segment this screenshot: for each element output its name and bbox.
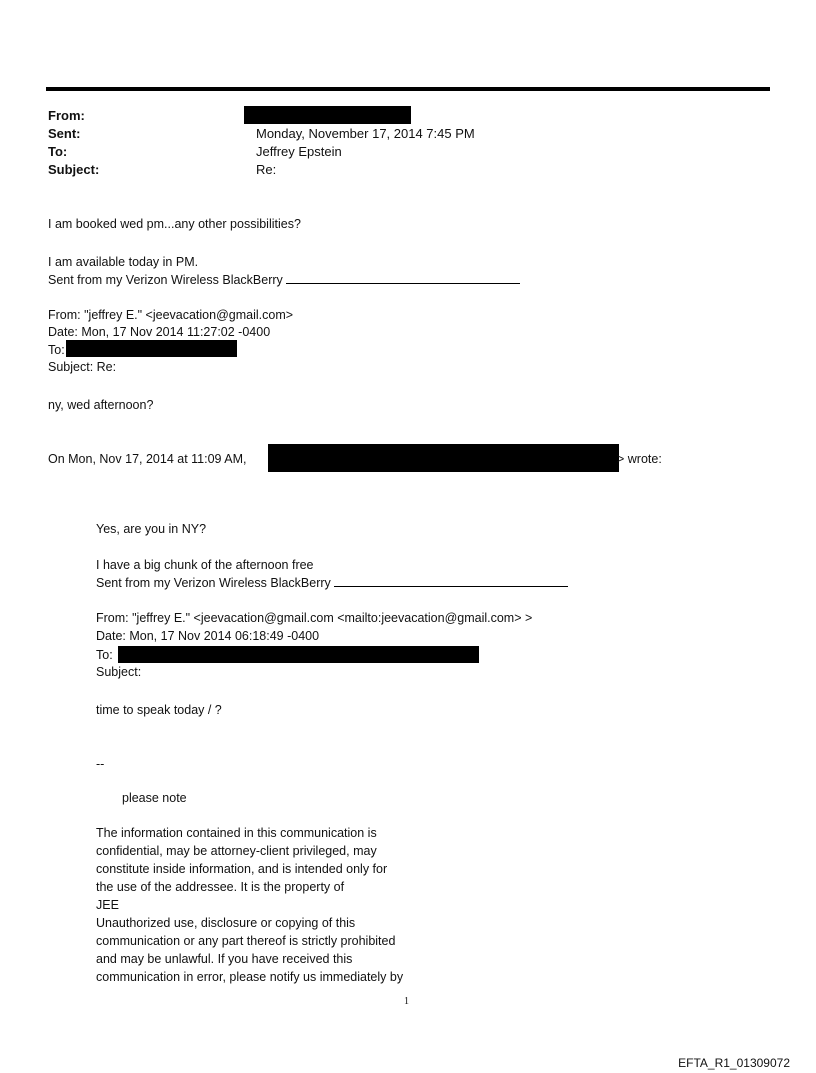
disclaimer-line-1: The information contained in this communication is bbox=[96, 826, 377, 840]
disclaimer-line-8: and may be unlawful. If you have received this bbox=[96, 952, 353, 966]
quoted1-on-line-suffix: > wrote: bbox=[617, 452, 662, 466]
page-number: 1 bbox=[404, 996, 409, 1007]
redaction-from bbox=[244, 106, 411, 124]
redaction-to-1 bbox=[66, 340, 237, 357]
disclaimer-line-3: constitute inside information, and is intended only for bbox=[96, 862, 388, 876]
quoted2-to: To: bbox=[96, 648, 113, 662]
quoted1-message: ny, wed afternoon? bbox=[48, 398, 154, 412]
to-value: Jeffrey Epstein bbox=[256, 144, 342, 159]
disclaimer-line-4: the use of the addressee. It is the property of bbox=[96, 880, 345, 894]
disclaimer-line-5: JEE bbox=[96, 898, 119, 912]
header-rule bbox=[46, 87, 770, 91]
quoted1-on-line-prefix: On Mon, Nov 17, 2014 at 11:09 AM, bbox=[48, 452, 247, 466]
disclaimer-line-2: confidential, may be attorney-client privileged, may bbox=[96, 844, 377, 858]
subject-value: Re: bbox=[256, 162, 277, 177]
quoted1-date: Date: Mon, 17 Nov 2014 11:27:02 -0400 bbox=[48, 325, 271, 339]
quoted2-line-1: Yes, are you in NY? bbox=[96, 522, 207, 536]
redaction-to-2 bbox=[118, 646, 479, 663]
please-note: please note bbox=[122, 791, 187, 805]
quoted1-to: To: bbox=[48, 343, 65, 357]
to-label: To: bbox=[48, 144, 68, 159]
from-label: From: bbox=[48, 108, 85, 123]
redaction-wrote bbox=[268, 444, 619, 472]
disclaimer-line-9: communication in error, please notify us immediately by bbox=[96, 970, 404, 984]
subject-label: Subject: bbox=[48, 162, 100, 177]
body-line-2: I am available today in PM. bbox=[48, 255, 199, 269]
quoted2-line-3-text: Sent from my Verizon Wireless BlackBerry bbox=[96, 576, 331, 590]
quoted2-from: From: "jeffrey E." <jeevacation@gmail.com <mailto:jeevacation@gmail.com> > bbox=[96, 611, 533, 625]
disclaimer-line-7: communication or any part thereof is strictly prohibited bbox=[96, 934, 396, 948]
quoted2-line-2: I have a big chunk of the afternoon free bbox=[96, 558, 314, 572]
signature-separator: -- bbox=[96, 757, 105, 771]
quoted1-from: From: "jeffrey E." <jeevacation@gmail.com> bbox=[48, 308, 294, 322]
quoted1-subject: Subject: Re: bbox=[48, 360, 117, 374]
separator-line-2 bbox=[334, 574, 568, 587]
sent-label: Sent: bbox=[48, 126, 81, 141]
separator-line bbox=[286, 271, 520, 284]
body-line-3 bbox=[48, 271, 520, 289]
quoted2-line-3 bbox=[96, 574, 568, 592]
quoted2-date: Date: Mon, 17 Nov 2014 06:18:49 -0400 bbox=[96, 629, 320, 643]
quoted2-message: time to speak today / ? bbox=[96, 703, 222, 717]
body-line-1: I am booked wed pm...any other possibilities? bbox=[48, 217, 301, 231]
disclaimer-line-6: Unauthorized use, disclosure or copying of this bbox=[96, 916, 356, 930]
sent-value: Monday, November 17, 2014 7:45 PM bbox=[256, 126, 475, 141]
document-id: EFTA_R1_01309072 bbox=[678, 1056, 790, 1070]
quoted2-subject: Subject: bbox=[96, 665, 142, 679]
body-line-3-text: Sent from my Verizon Wireless BlackBerry bbox=[48, 273, 283, 287]
